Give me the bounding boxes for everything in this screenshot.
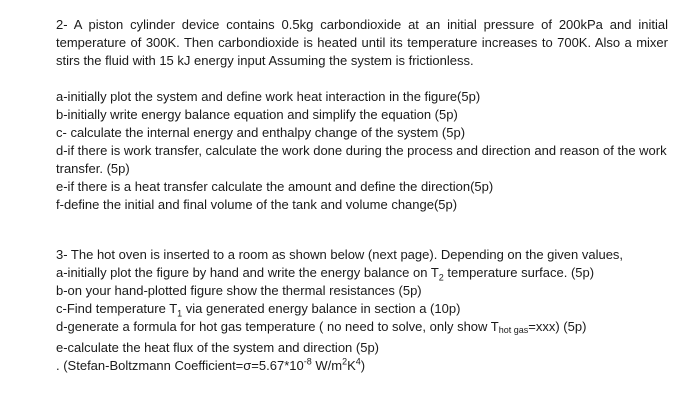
part-f-exponent-1: -8 <box>303 356 312 367</box>
question-2-part-d: d-if there is work transfer, calculate the work done during the process and direction and reason of the work transfer. (5p) <box>56 143 667 176</box>
question-2-part-a: a-initially plot the system and define work heat interaction in the figure(5p) <box>56 89 481 104</box>
question-2-part-f: f-define the initial and final volume of the tank and volume change(5p) <box>56 197 458 212</box>
question-3-part-c <box>56 300 668 318</box>
part-f-text: . (Stefan-Boltzmann Coefficient=σ=5.67*10 <box>56 358 304 373</box>
question-2-part-c: c- calculate the internal energy and enthalpy change of the system (5p) <box>56 125 466 140</box>
part-f-exponent-2: 2 <box>342 356 348 367</box>
question-2-intro: 2- A piston cylinder device contains 0.5kg carbondioxide at an initial pressure of 200kPa and initial temperature of 300K. Then carbondioxide is heated until its temperature increases to 700K. Also a mixer stirs the fluid with 15 kJ energy input Assuming the system is frictionless. <box>56 17 668 68</box>
question-3 <box>56 246 668 375</box>
part-f-text-end: ) <box>360 358 366 373</box>
part-a-text-end: temperature surface. (5p) <box>443 265 595 280</box>
question-3-part-f <box>56 357 668 375</box>
question-3-intro: 3- The hot oven is inserted to a room as shown below (next page). Depending on the given values, <box>56 247 624 262</box>
part-d-text: d-generate a formula for hot gas temperature ( no need to solve, only show T <box>56 319 499 334</box>
part-d-text-end: =xxx) (5p) <box>528 319 587 334</box>
part-f-exponent-3: 4 <box>355 356 361 367</box>
question-3-part-b: b-on your hand-plotted figure show the thermal resistances (5p) <box>56 283 422 298</box>
part-f-unit-k: K <box>347 358 356 373</box>
part-c-text-end: via generated energy balance in section a (10p) <box>182 301 461 316</box>
part-c-text: c-Find temperature T <box>56 301 178 316</box>
question-3-part-a <box>56 264 668 282</box>
part-a-subscript: 2 <box>438 272 444 283</box>
question-3-parts <box>56 264 668 375</box>
part-d-subscript: hot gas <box>498 325 529 335</box>
question-2-parts <box>56 88 668 214</box>
question-2 <box>56 16 668 214</box>
part-c-subscript: 1 <box>177 308 183 319</box>
question-3-part-d <box>56 318 668 339</box>
question-2-part-e: e-if there is a heat transfer calculate the amount and define the direction(5p) <box>56 179 494 194</box>
part-a-text: a-initially plot the figure by hand and write the energy balance on T <box>56 265 439 280</box>
question-3-part-e: e-calculate the heat flux of the system and direction (5p) <box>56 340 380 355</box>
part-f-unit: W/m <box>311 358 343 373</box>
question-2-part-b: b-initially write energy balance equation and simplify the equation (5p) <box>56 107 458 122</box>
